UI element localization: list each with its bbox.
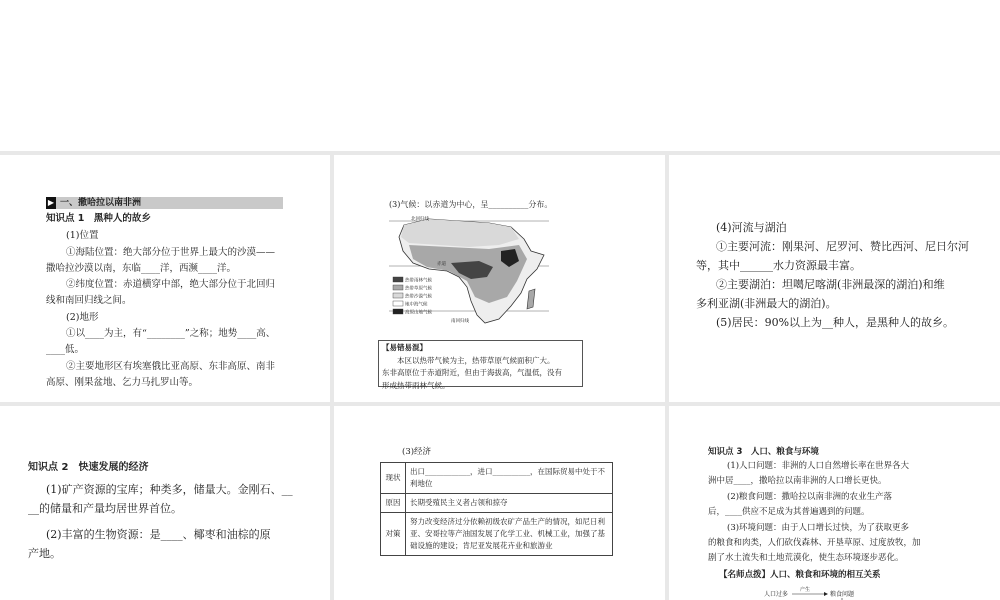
slide-panel-1[interactable] — [0, 155, 330, 402]
error-tip-line: 形成热带雨林气候。 — [382, 380, 450, 390]
slide-panel-6[interactable] — [669, 406, 1000, 600]
text-line: ②主要地形区有埃塞俄比亚高原、东非高原、南非 — [66, 361, 276, 372]
economy-caption: (3)经济 — [402, 447, 432, 457]
text-line: (5)居民：90%以上为__种人，是黑种人的故乡。 — [716, 316, 955, 329]
section-heading-bar — [46, 197, 283, 209]
text-line: 多利亚湖(非洲最大的湖泊)。 — [696, 297, 837, 310]
slide-panel-4[interactable] — [0, 406, 330, 600]
text-line: (3)环境问题：由于人口增长过快，为了获取更多 — [727, 523, 910, 533]
legend-label: 热带沙漠气候 — [405, 294, 432, 300]
table-cell-value: 努力改变经济过分依赖初级农矿产品生产的情况，如尼日利亚、安哥拉等产油国发展了化学工业、机械工业，加强了基础设施的建设；肯尼亚发展花卉业和旅游业 — [406, 513, 613, 556]
error-tip-title: 【易错易混】 — [382, 343, 427, 352]
desert-zone — [401, 219, 519, 247]
economy-table — [380, 462, 613, 556]
text-line: ①以____为主，有“________”之称；地势____高、 — [66, 328, 276, 339]
play-icon: ▶ — [47, 198, 55, 207]
table-row — [381, 494, 613, 513]
text-line: 的粮食和肉类，人们砍伐森林、开垦草原、过度放牧，加 — [708, 538, 921, 548]
diagram-node: 粮食问题 — [830, 591, 855, 598]
text-line: ①主要河流：刚果河、尼罗河、赞比西河、尼日尔河 — [716, 240, 969, 253]
error-tip-line: 东非高原位于赤道附近，但由于海拔高，气温低，没有 — [382, 368, 562, 377]
table-cell-key: 对策 — [381, 513, 406, 556]
slide-panel-3[interactable] — [669, 155, 1000, 402]
text-line: 后，____供应不足成为其普遍遇到的问题。 — [708, 507, 870, 517]
table-row — [381, 463, 613, 494]
table-row — [381, 513, 613, 556]
text-line: (1)人口问题：非洲的人口自然增长率在世界各大 — [727, 461, 910, 471]
table-cell-value: 出口____________，进口__________，在国际贸易中处于不利地位 — [406, 463, 613, 494]
legend-swatch-highland — [393, 309, 403, 314]
text-line: __的储量和产量均居世界首位。 — [28, 502, 182, 515]
text-line: ②主要湖泊：坦噶尼喀湖(非洲最深的湖泊)和维 — [716, 278, 945, 291]
error-tip-box — [378, 340, 583, 390]
relationship-diagram — [764, 582, 884, 600]
text-line: ____低。 — [46, 344, 85, 355]
text-line: 洲中居____，撒哈拉以南非洲的人口增长更快。 — [708, 476, 887, 486]
text-line: 剧了水土流失和土地荒漠化，使生态环境逐步恶化。 — [708, 553, 904, 563]
section-heading: 一、撒哈拉以南非洲 — [60, 198, 142, 208]
table-cell-key: 原因 — [381, 494, 406, 513]
error-tip-line: 本区以热带气候为主，热带草原气候面积广大。 — [397, 355, 555, 365]
text-line: ②纬度位置：赤道横穿中部，绝大部分位于北回归 — [66, 279, 276, 290]
diagram-node: 人口过多 — [764, 591, 789, 598]
arrow-head-icon — [824, 592, 828, 596]
table-cell-key: 现状 — [381, 463, 406, 494]
legend-swatch-desert — [393, 293, 403, 298]
climate-caption: (3)气候：以赤道为中心，呈__________分布。 — [389, 200, 553, 209]
text-line: (2)粮食问题：撒哈拉以南非洲的农业生产落 — [727, 492, 893, 502]
legend-label: 地中海气候 — [405, 302, 428, 308]
slide-panel-5[interactable] — [334, 406, 665, 600]
diagram-arrow-label: 产生 — [800, 587, 811, 593]
text-line: (2)丰富的生物资源：是____、椰枣和油棕的原 — [46, 528, 271, 541]
legend-label: 高原山地气候 — [405, 310, 432, 316]
text-line: 产地。 — [28, 547, 61, 560]
text-line: (2)地形 — [66, 312, 99, 323]
madagascar — [527, 289, 535, 309]
slide-panel-2[interactable] — [334, 155, 665, 402]
top-blank-area — [0, 0, 1000, 151]
africa-climate-map — [389, 211, 549, 326]
teacher-tip-title: 【名师点拨】人口、粮食和环境的相互关系 — [719, 570, 881, 580]
text-line: (4)河流与湖泊 — [716, 221, 787, 234]
legend-swatch-savanna — [393, 285, 403, 290]
knowledge-point-1-title: 知识点 1 黑种人的故乡 — [46, 213, 151, 224]
legend-label: 热带草原气候 — [405, 286, 432, 292]
text-line: ①海陆位置：绝大部分位于世界上最大的沙漠—— — [66, 247, 276, 258]
table-cell-value: 长期受殖民主义者占领和掠夺 — [406, 494, 613, 513]
knowledge-point-2-title: 知识点 2 快速发展的经济 — [28, 462, 149, 473]
knowledge-point-3-title: 知识点 3 人口、粮食与环境 — [708, 447, 819, 457]
legend-swatch-mediterranean — [393, 301, 403, 306]
north-tropic-label: 北回归线 — [411, 217, 429, 222]
text-line: 等，其中______水力资源最丰富。 — [696, 259, 861, 272]
legend-label: 热带雨林气候 — [405, 278, 432, 284]
equator-label: 赤道 — [437, 262, 446, 267]
text-line: (1)矿产资源的宝库；种类多，储量大。金刚石、__ — [46, 483, 293, 496]
text-line: 线和南回归线之间。 — [46, 295, 132, 306]
text-line: 高原、刚果盆地、乞力马扎罗山等。 — [46, 377, 199, 388]
text-line: 撒哈拉沙漠以南，东临____洋，西濒____洋。 — [46, 263, 237, 274]
south-tropic-label: 南回归线 — [451, 319, 469, 324]
legend-swatch-rainforest — [393, 277, 403, 282]
text-line: (1)位置 — [66, 230, 99, 241]
